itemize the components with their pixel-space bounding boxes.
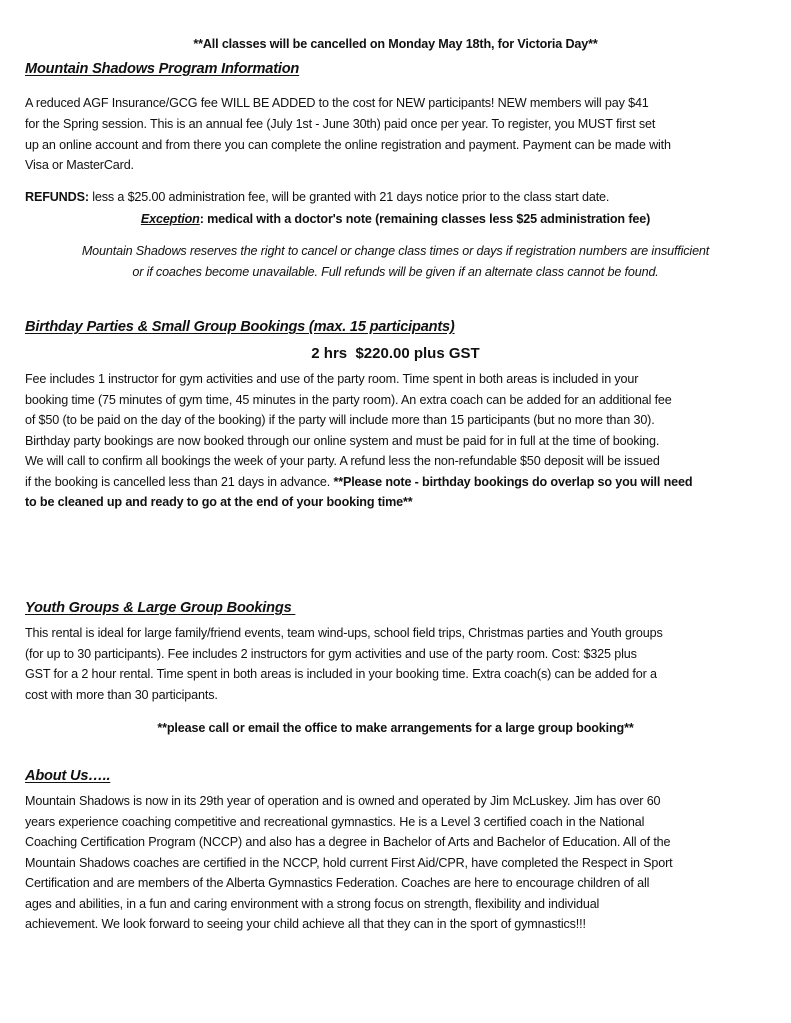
birthday-heading: Birthday Parties & Small Group Bookings (max. 15 participants) — [25, 319, 455, 335]
birthday-line: Fee includes 1 instructor for gym activities and use of the party room. Time spent in both areas is included in your — [25, 372, 639, 386]
about-line: achievement. We look forward to seeing your child achieve all that they can in the sport of gymnastics!!! — [25, 917, 586, 931]
program-info-line: for the Spring session. This is an annual fee (July 1st - June 30th) paid once per year. To register, you MUST first set — [25, 117, 656, 131]
refunds-policy — [25, 190, 609, 204]
youth-line: (for up to 30 participants). Fee includes 2 instructors for gym activities and use of the party room. Cost: $325 plus — [25, 647, 637, 661]
about-heading: About Us….. — [25, 768, 111, 784]
youth-line: cost with more than 30 participants. — [25, 688, 218, 702]
birthday-line: booking time (75 minutes of gym time, 45 minutes in the party room). An extra coach can be added for an additional fee — [25, 393, 672, 407]
youth-line: GST for a 2 hour rental. Time spent in both areas is included in your booking time. Extra coach(s) can be added for a — [25, 667, 657, 681]
disclaimer-line: Mountain Shadows reserves the right to cancel or change class times or days if registration numbers are insufficient — [81, 244, 710, 258]
birthday-line-plain: if the booking is cancelled less than 21 days in advance. — [25, 475, 334, 489]
about-line: Mountain Shadows coaches are certified in the NCCP, hold current First Aid/CPR, have completed the Respect in Sport — [25, 856, 673, 870]
about-line: Certification and are members of the Alberta Gymnastics Federation. Coaches are here to encourage children of all — [25, 876, 650, 890]
exception-text: : medical with a doctor's note (remaining classes less $25 administration fee) — [199, 212, 651, 226]
youth-heading: Youth Groups & Large Group Bookings — [25, 600, 296, 616]
about-line: Mountain Shadows is now in its 29th year of operation and is owned and operated by Jim McLuskey. Jim has over 60 — [25, 794, 661, 808]
birthday-line: of $50 (to be paid on the day of the booking) if the party will include more than 15 participants (but no more than 30). — [25, 413, 655, 427]
youth-line: This rental is ideal for large family/friend events, team wind-ups, school field trips, Christmas parties and Youth groups — [25, 626, 663, 640]
about-line: years experience coaching competitive and recreational gymnastics. He is a Level 3 certified coach in the National — [25, 815, 645, 829]
exception-label: Exception — [140, 212, 200, 226]
birthday-line: We will call to confirm all bookings the week of your party. A refund less the non-refundable $50 deposit will be issued — [25, 454, 660, 468]
cancellation-notice: **All classes will be cancelled on Monday May 18th, for Victoria Day** — [193, 37, 598, 51]
program-info-line: up an online account and from there you can complete the online registration and payment. Payment can be made with — [25, 138, 671, 152]
about-line: Coaching Certification Program (NCCP) and also has a degree in Bachelor of Arts and Bachelor of Education. All of the — [25, 835, 671, 849]
refunds-text: less a $25.00 administration fee, will be granted with 21 days notice prior to the class start date. — [88, 190, 610, 204]
overlap-note-continued: to be cleaned up and ready to go at the end of your booking time** — [25, 495, 413, 509]
refunds-label: REFUNDS: — [25, 190, 89, 204]
refund-exception — [0, 212, 791, 226]
program-info-line: A reduced AGF Insurance/GCG fee WILL BE ADDED to the cost for NEW participants! NEW members will pay $41 — [25, 96, 649, 110]
program-info-heading: Mountain Shadows Program Information — [25, 61, 300, 77]
overlap-note: **Please note - birthday bookings do overlap so you will need — [333, 475, 693, 489]
disclaimer-line: or if coaches become unavailable. Full refunds will be given if an alternate class cannot be found. — [132, 265, 659, 279]
large-group-note: **please call or email the office to make arrangements for a large group booking** — [157, 721, 634, 735]
birthday-line — [25, 475, 692, 489]
birthday-price: 2 hrs $220.00 plus GST — [311, 345, 480, 362]
birthday-line: Birthday party bookings are now booked through our online system and must be paid for in full at the time of booking. — [25, 434, 660, 448]
program-info-line: Visa or MasterCard. — [25, 158, 134, 172]
about-line: ages and abilities, in a fun and caring environment with a strong focus on strength, flexibility and individual — [25, 897, 600, 911]
